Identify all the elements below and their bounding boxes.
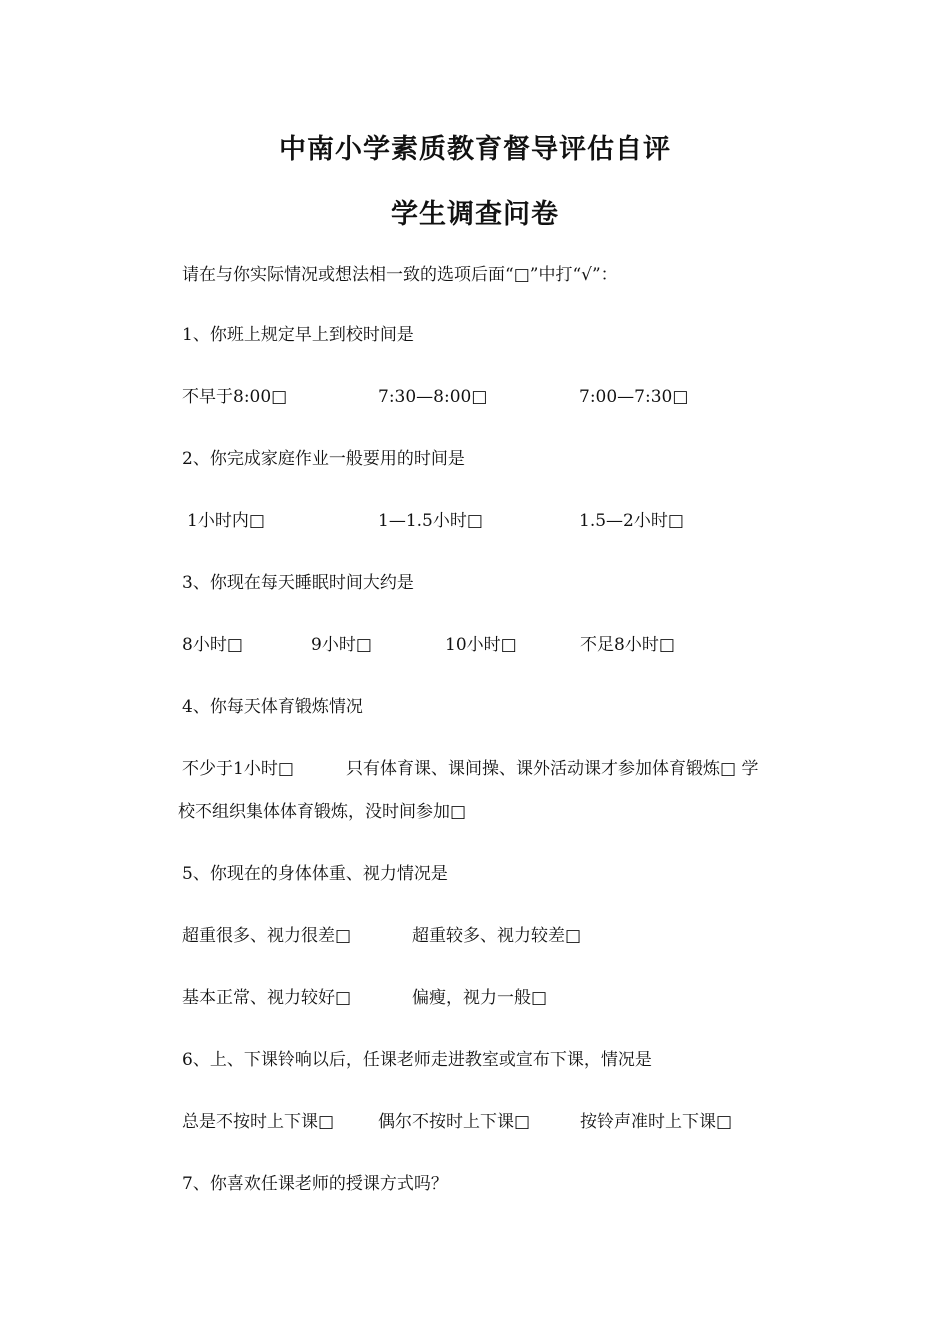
q5-option-1[interactable]: 超重很多、视力很差□	[182, 926, 352, 946]
question-5: 5、你现在的身体体重、视力情况是	[182, 864, 448, 884]
q2-option-1[interactable]: 1小时内□	[187, 511, 265, 531]
q6-option-2[interactable]: 偶尔不按时上下课□	[378, 1112, 531, 1132]
document-title: 中南小学素质教育督导评估自评	[279, 134, 671, 165]
q4-option-2[interactable]: 只有体育课、课间操、课外活动课才参加体育锻炼□ 学	[346, 759, 759, 779]
question-1: 1、你班上规定早上到校时间是	[182, 325, 414, 345]
q2-option-2[interactable]: 1—1.5小时□	[378, 511, 483, 531]
q4-option-3[interactable]: 校不组织集体体育锻炼，没时间参加□	[178, 802, 467, 822]
q5-option-4[interactable]: 偏瘦，视力一般□	[412, 988, 548, 1008]
question-3: 3、你现在每天睡眠时间大约是	[182, 573, 414, 593]
question-2: 2、你完成家庭作业一般要用的时间是	[182, 449, 465, 469]
q3-option-1[interactable]: 8小时□	[182, 635, 243, 655]
q5-option-2[interactable]: 超重较多、视力较差□	[412, 926, 582, 946]
q6-option-1[interactable]: 总是不按时上下课□	[182, 1112, 335, 1132]
question-4: 4、你每天体育锻炼情况	[182, 697, 363, 717]
q1-option-1[interactable]: 不早于8:00□	[182, 387, 288, 407]
q3-option-2[interactable]: 9小时□	[311, 635, 372, 655]
q3-option-3[interactable]: 10小时□	[445, 635, 517, 655]
instruction-text: 请在与你实际情况或想法相一致的选项后面“□”中打“√”：	[182, 265, 618, 285]
q5-option-3[interactable]: 基本正常、视力较好□	[182, 988, 352, 1008]
q1-option-3[interactable]: 7:00—7:30□	[579, 387, 689, 407]
q3-option-4[interactable]: 不足8小时□	[580, 635, 675, 655]
document-subtitle: 学生调查问卷	[391, 199, 559, 230]
question-6: 6、上、下课铃响以后，任课老师走进教室或宣布下课，情况是	[182, 1050, 652, 1070]
q2-option-3[interactable]: 1.5—2小时□	[579, 511, 684, 531]
q6-option-3[interactable]: 按铃声准时上下课□	[580, 1112, 733, 1132]
question-7: 7、你喜欢任课老师的授课方式吗？	[182, 1174, 448, 1194]
q1-option-2[interactable]: 7:30—8:00□	[378, 387, 488, 407]
q4-option-1[interactable]: 不少于1小时□	[182, 759, 294, 779]
